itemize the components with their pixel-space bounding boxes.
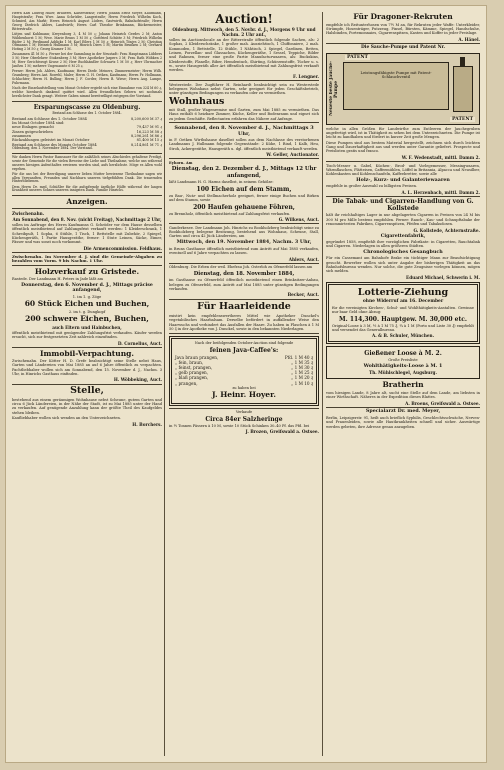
ledger-label: Im Monat October 1884 sind: [12,121,65,126]
divider [169,158,319,159]
price-item: „ blaß prangen, [175,375,209,381]
patent-label: PATENT [347,54,368,60]
holz-heading: Holzverkauf zu Gristede. [34,266,140,276]
ledger-label: Bestand am Schlusse des 1. October 1884 [12,116,87,121]
tisch-body: Tisch-Messer u. Gabel, Küchen-, Brod- und Vorlegemesser, Messingwaaren, Wärmflaschen, Plätteisen, Caffeemühlen, Löffel in Britannia, Alpacca und Neusilber, Kohlenkasten und Kohlenschaufeln, Kaffeebretter, sowie alle [326,163,480,177]
giessen-ad [326,346,480,379]
immo-body: Zwischenahn. Der Kötter H. D. Grefe beabsichtigt seine Stelle nebst Haus, Garten und Ländereien von Mai 1885 an auf 6 Jahre öffentlich zu verpachten. Pachtliebhaber wollen sich am Sonnabend, den 15. November d. J., Nachm. 3 Uhr, in Hinrichs Gasthaus einfinden. [12,359,162,376]
ofenerfeld-body: im Gasthause zu Ofenerfeld öffentlich meistbietend einen Brinksitzer-Anbau, belegen zu Ofenerfeld, zum Antritt auf Mai 1885 unter günstigen Bedingungen verkaufen. [169,278,319,291]
stelle-body: bestehend aus einem geräumigen Wohnhause nebst Scheune, gutem Garten und circa 6 Jück Ländereien, in der Nähe der Stadt, ist zu Mai 1885 unter der Hand zu verkaufen. Auf genügende Anzahlung kann der größte Theil des Kaufgeldes stehen bleiben. [12,397,162,415]
giessen-heading: Gießener Loose à M. 2. [364,350,442,358]
donor-list: Zusammen 41 M 50 ₰. Ferner bei der Sammlung in der Neustadt: Frau Hauptmann Lübbers 5 M; Herr Oberlehrer Stukenberg 3 M; Herr Apotheker Jaspers 3 M; Frau Rath Wöbken 2 M; Herr Gerichtsvogt Kruse 2 M; Herr Buchhändler Schwartz 1 M 50 ₰; Herr Uhrmacher Janßen 1 M; mehrere Ungenannte 6 M 25 ₰. [12,52,162,69]
hering-body: in ½ Tonnen Fässern à 10 M, sowie 10 Stück Schinken 30–40 Pf. das Pfd. bei [169,423,310,428]
immo-heading: Immobil-Verpachtung. [39,348,135,358]
tisch-heading: Holz-, Kurz- und Galanteriewaaren [356,176,450,183]
java-lead: Nach der beifolgenden October-Auction sind folgende [194,341,294,346]
dragoner-body: empfehle ich Reitunterhosen von 7½ M an, für Rekruten jeder Waffe: Unterkleider, Strümpfe, Hosenträger, Putzzeug, Pinsel, Bürsten, Kämme, Spiegel, Handschuhe, Halsbinden, Portemonnaies, Cigarrenspitzen, Kasten und Koffer in jeder Preislage. [326,22,480,36]
giessen-big: Wohlthätigkeits-Loose à M. 1 [363,362,443,369]
divider [169,333,319,334]
jauche-pumpe-illustration [326,53,480,125]
tisch-sign: A. L. Herzenbach, mittl. Damm 2. [401,189,480,195]
holz-item2-head: 2. im t. g. Dungkopf [68,309,106,314]
donor-list: Ferner: Herrn Joh. Ahlers, Kaufmann; Herrn Diedr. Meiners, Zimmermeister; Herrn Wilh. Gramberg; Herrn Ant. Rowehl, Maler; Herrn G. H. Oetken, Kaufmann; Herrn Fr. Hollmann, Schlachter; Herrn H. Bulling; Herrn J. F. Cordes; Herrn B. Wiese; Herrn Aug. Lampe, Fuhrmann. [12,69,162,85]
anzeigen-heading: Anzeigen. [66,197,108,207]
ofenerfeld-notice: Oldenburg. Die Erben der weil. Ehefrau Joh. Osterloh zu Ofenerfeld lassen am [169,265,313,270]
wohnhaus-body: mit Stall, großer Wagenremise und Garten, zum Mai 1885 zu vermiethen. Das Haus enthält 6 heizbare Zimmer, Küche, Keller und Bodenraum und eignet sich zu jedem Geschäfte. Reflectanten erfahren das Nähere auf Anfrage. [169,108,319,121]
bratherin-body: vom hiesigen Lande, 8 Jahre alt, sucht eine Stelle auf dem Lande, am liebsten in einer Wirthschaft. Näheres in der Expedition dieses Blattes. [326,390,480,400]
price-item: „ gelb prangen, [175,370,209,376]
eyhorn-item1: 100 Eichen auf dem Stamm, [196,185,292,193]
tisch-tail: empfehle in großer Auswahl zu billigsten Preisen. [326,184,418,189]
donor-list: Nach der Einzelaufstellung vom Monat October ergiebt sich eine Einnahme von 324 M 60 ₰, welche hierdurch dankend quittirt wird. Allen freundlichen Gebern sei nochmals herzlichster Dank gesagt. Weitere Gaben nimmt bereitwilligst entgegen der Vorstand. [12,86,162,98]
divider [12,252,162,253]
dragoner-sign: A. Hänel. [458,36,480,42]
price-value: „ 1 M 35 ₰ [291,359,313,365]
auction-body: sollen im Auctionslocale an der Ritterstraße öffentlich folgende Sachen, als: 2 Sophas, 2 Kleiderschränke, 1 großer mah. Ausziehtisch, 1 Chiffonniere, 2 mah. Kommoden, 1 Bettstelle, 12 Stühle, 1 Nähtisch, 2 Spiegel, Gardinen, Betten, Leinen, Porzellan- und Glassachen, Küchengeräthe, 1 Sessel, Teppiche, Bilder und Rahmen, ferner eine große Partie Manufacturwaaren, als: Buckskins, Kleiderstoffe, Flanelle, Biber, Hemdentuch, Shirting, Schürzenstoffe, Tücher u. s. w., sowie Hausgeräth aller Art öffentlich meistbietend mit Zahlungsfrist verkauft werden. [169,38,319,73]
price-item: Java braun prangen, [175,354,219,360]
price-value: „ 1 M 30 ₰ [291,365,313,370]
price-item: „ prangen, [175,380,198,386]
divider [169,122,319,123]
holz-place: Rastede. Der Landmann H. Peters in Jade läßt am [12,277,104,282]
lotterie-heading: Lotterie-Ziehung [357,286,449,298]
holz-item2: 200 schwere Eichen, Buchen, [25,314,149,324]
ledger-amount: 79,437 M 91 ₰ [136,125,162,130]
java-price-list [175,355,313,386]
divider [169,80,319,81]
divider [169,408,319,409]
cigarre-body: hält ihr reichhaltiges Lager in nur abgelagerten Cigarren in Preisen von 24 M bis 300 M pro Mille bestens empfohlen. Ferner: Rauch-, Kau- und Schnupftabake der renommirtesten Fabriken, Cigarrenspitzen, Pfeifen und Tabaksdosen. [326,213,480,227]
lotterie-ad [326,282,480,344]
sonnabend-sign: W. Geller, Auctionator. [266,152,319,158]
cigarette-heading: Cigarettenfabrik, [380,233,426,239]
stelle-sign: H. Borchers. [132,421,162,427]
auction-sign: F. Lengner. [292,73,319,79]
zwischenahn-body: sollen im Auftrage des Herrn Kaufmanns G. Schröder vor dem Hause desselben öffentlich meistbietend auf Zahlungsfrist verkauft werden: 1 Kleiderschrank, 1 Schreibpult, 1 Sopha, 6 Stühle, 1 Tisch, 1 Bettstelle mit Zubehör, 2 Spiegel, Küchengeräth, 1 Partie Hausgeräthe, ferner: 1 Stute Leinen, Säcke, Eimer, Fässer und was sonst noch vorkommt. [12,223,162,245]
java-caffee-ad [169,336,319,406]
sonnabend-body: in F. Oetken Wirthshause daselbst sollen aus dem Nachlasse des verstorbenen Landmanns J. Hullmann folgende Gegenstände: 2 Kühe, 1 Rind, 1 Kalb, Heu, Stroh, Ackergeräthe, Hausgeräth u. dgl. öffentlich meistbietend verkauft werden. [169,137,319,151]
pump-icon [453,66,473,112]
divider [12,153,162,154]
hering-lead: Verkaufe [235,410,253,415]
ledger-amount: 16,223 M 58 ₰ [136,129,162,134]
donor-list: Lütjen und Kuhlmann; Kreyenborg 3, 4 M 50 ₰; Johann Heinrich Gerdes 2 M; Anton Wübbenhorst 1 M; Wwe. Marie Bruns 1 M 50 ₰; Gottfried Schütte 3 M; Friedrich Wilhelm Rüder 2 M; Ferdinand Addicks 1 M; Karl Eilers 1 M 50 ₰; Heinrich Tönjes 2 M; Christian Oltmanns 1 M; Heinrich Hullmann 3 M; Hinrich Diers 1 M; Martin Brunken 2 M; Gerhard Hoting 2 M 50 ₰; Georg Kramer 1 M. [12,31,162,52]
ledger-label: Zinsen gutgeschrieben [12,129,53,134]
divider [326,43,480,44]
ledger-label: neue Einlagen gemacht [12,125,54,130]
sparkasse-note: Oldenburg, den 1. November 1884. Der Vorstand. [12,145,93,150]
divider [326,161,480,162]
divider [326,196,480,197]
ledger-amount: 8,296,261 M 86 ₰ [131,134,162,139]
auction-lead: Oldenburg. Mittwoch, den 5. Novbr. d. J., Morgens 9 Uhr und Nachm. 2 Uhr anf., [172,27,316,37]
sparkasse-subheading: Bestand am Schlusse des 1. October 1884. [52,110,122,115]
lotterie-sign: A. & B. Schuler, München. [371,333,435,339]
haar-body: existirt kein empfehlenswertheres Mittel wie Apotheker Dunckel's vegetabilisches Haarbalsam. Derselbe befördert in auffallender Weise den Haarwuchs und verhindert das Ausfallen der Haare. Zu haben in Flaschen à 1 M 50 ₰ in der Apotheke von J. Dunckel, sowie in den bekannten Niederlagen. [169,313,319,331]
dank-notice: Wir danken Herrn Pastor Ramsauer für die anläßlich seines Abschiedes gehaltene Predigt, sowie der Gemeinde für die vielen Beweise der Liebe und Theilnahme, welche uns während unseres hiesigen Aufenthaltes erwiesen worden sind, aufs herzlichste. Möge es Allen wohl ergehen. [12,154,162,171]
stelle-tail: Kaufliebhaber wollen sich wenden an den Unterzeichneten. [12,416,121,421]
patent-sign: W. F. Wedenstadt, mittl. Damm 2. [401,154,480,160]
holz-item2-tail: auch Eltern und Hainbuchen, [52,324,122,330]
giessen-sign: Th. Mühlschlegel, Augsburg. [369,370,437,376]
divider [12,101,162,102]
ledger-amount: 8,200,600 M 37 ₰ [131,116,162,121]
specialarzt-heading: Specialarzt Dr. med. Meyer, [365,408,441,415]
ofenerfeld-date: Dienstag, den 18. November 1884, [193,270,295,277]
eyhorn-place: Eyhorn. Am [169,160,193,165]
column-right [326,12,480,756]
cigarre-sign: G. Kollstede, Achternstraße. [413,227,480,233]
price-value: „ 1 M 20 ₰ [291,375,313,381]
ganderkesee-notice: Ganderkesee. Der Landmann Joh. Hinrichs zu Bookholzberg beabsichtigt seine zu Bookholzberg belegene Besitzung, bestehend aus Wohnhaus, Scheune, Stall, Garten und circa 42 Jück Ländereien, am [169,225,319,239]
ledger-label: Bestand am Schlusse des Monats October 1884 [12,142,97,147]
lotterie-body: für die vereinigten Kirchen-, Schul- und Wohlthätigkeits-Anstalten. Gewinne nur baar Geld ohne Abzug: [332,305,474,315]
zwischenahn-date: Am Sonnabend, den 8. Nov. (nicht Freitag), Nachmittags 2 Uhr, [12,216,162,222]
lotterie-sub: ohne Widerruf am 16. December [362,299,444,305]
eyhorn-date: Dienstag, den 2. Dezember d. J., Mittags 12 Uhr anfangend, [171,166,317,179]
auction-heading: Auction! [215,12,273,26]
holz-date: Donnerstag, den 6. November d. J., Mittags präcise anfangend, [21,282,153,294]
lotterie-tail: Original-Loose à 3 M, ½ à 1 M 75 ₰, ¼ à 1 M (Porto und Liste 30 ₰) empfiehlt und versendet das Generalbureau. [332,323,474,332]
ganderkesee-date: Mittwoch, den 19. November 1884, Nachm. 3 Uhr, [176,238,312,245]
column-rule [164,12,165,756]
java-seller: J. Heinr. Hoyer. [212,390,276,400]
cigarette-big: Chronologisches Gesangbuch [363,248,443,255]
patent-body2: Diese Pumpen sind aus bestem Material hergestellt, zeichnen sich durch leichten Gang und Dauerhaftigkeit aus und werden unter Garantie geliefert. Prospecte und Preislisten gratis und franco. [326,140,480,154]
specialarzt-body: Berlin, Leipzigerstr. 91, heilt auch brieflich Syphilis, Geschlechtsschwäche, Nerven- und Frauenleiden, sowie alle Hautkrankheiten schnell und sicher. Auswärtige werden gebeten, ihre Adresse genau anzugeben. [326,416,480,429]
donor-list: Herrn Karl Ludwig Hiller, Brauerei, Kaiserstraße; Herrn Johann Ernst Meyer, Kaufmann, Hauptstraße; Frau Wwe. Anna Schröder, Langestraße; Herrn Friedrich Wilhelm Koch, Schmied, Am Markt; Herrn Heinrich August Lüders, Gastwirth, Bahnhofstraße; Herrn Georg Diedrich Ahlers, Landwirth; Herrn Carl Theodor Brinkmann, Bäckermeister, Ritterstraße. [12,12,162,31]
eyhorn-tail: zu Brennholz, öffentlich meistbietend auf Zahlungsfrist verkaufen. [169,211,291,216]
ledger-label: zusammen [12,134,31,139]
immo-sign: H. Wöbbeking, Auct. [113,377,162,383]
java-heading: feinen Java-Caffee's: [209,346,279,354]
giessen-sub: Große Preisliste [388,358,418,363]
wasser-sign: Eduard Michael, Schwerin i. M. [406,274,480,280]
patent-label: PATENT [452,116,473,122]
ledger-amount: 81,400 M 15 ₰ [136,138,162,143]
pump-caption: Leistungsfähigste Pumpe mit Patent-Schlauchventil [360,69,432,80]
cigarre-heading: Die Tabak- und Cigarren-Handlung von G. Kollstede [332,198,474,213]
java-note: zu haben bei [232,385,256,390]
wasser-body: Für ein Cassemant am Bahnhofe Brake ein tüchtiger Mann zur Beaufsichtigung gesucht. Bewerber wollen sich unter Angabe der bisherigen Thätigkeit an das Bahnhofsbureau wenden. Nur solche, die gute Zeugnisse vorlegen können, mögen sich melden. [326,256,480,274]
ofenerfeld-sign: Becker, Auct. [287,292,319,298]
divider [12,195,162,196]
eyhorn-item2: 200 Haufen gehauene Föhren, [193,203,295,211]
zwischenahn-place: Zwischenahn. [12,210,45,216]
divider [169,263,319,264]
wohnhaus-heading: Wohnhaus [169,95,225,107]
price-value: „ 1 M 25 ₰ [291,370,313,376]
patent-body: welche in allen Größen für Landwirthe zum Entleeren der Jauchegruben angefertigt wird, ist in Thätigkeit zu sehen bei dem Unterzeichneten. Die Pumpe ist leicht zu handhaben und fördert in kurzer Zeit große Mengen. [326,126,480,140]
dank-notice: Dem Herrn Dr. med. Schüßler für die aufopfernde ärztliche Hülfe während der langen Krankheit unseres Sohnes unseren innigsten Dank. Familie Hinrichs. [12,184,162,193]
price-item: „ fein, braun, [175,359,204,365]
column-rule [322,12,323,756]
eyhorn-mid: zu Bau-, Nutz- und Stellmacherholz geeignet, ferner einige Buchen und Birken auf dem Stamm, sowie [169,193,319,203]
divider [12,208,162,209]
ledger-label: Rückzahlungen geleistet im Monat October [12,138,90,143]
holz-item1: 60 Stück Eichen und Buchen, [24,299,150,309]
sparkasse-heading: Ersparungscasse zu Oldenburg. [33,103,141,111]
holz-body: öffentlich meistbietend mit genügender Zahlungsfrist verkaufen. Käufer werden ersucht, sich zur festgesetzten Zeit zahlreich einzufinden. [12,331,162,340]
lotterie-prize: M. 114,300. Hauptgew. M. 30,000 etc. [339,315,467,323]
column-left [12,12,162,756]
ledger-amount: 8,214,861 M 71 ₰ [131,142,162,147]
gemeinde-notice: Zwischenahn. Im November d. J. sind die Gemeinde-Abgaben zu bezahlen vom Vorm. 9 bis Nachm. 1 Uhr. [12,253,162,264]
eyhorn-body: läßt Landmann H. G. Harms daselbst, in seinem Gehölze: [169,180,274,185]
haar-heading: Für Haarleidende [197,301,291,313]
bratherin-sign: A. Broens, Greifswald a. Ostsee. [405,400,480,406]
divider [169,299,319,300]
ganderkesee-body: in Bruns Gasthause öffentlich meistbietend zum Antritt auf Mai 1885 verkaufen, eventuell auf 6 Jahre verpachten zu lassen. [169,246,319,256]
patent-title: Die Sauche-Pumpe und Patent Nr. [360,45,446,51]
divider [169,223,319,224]
westerstede-notice: Westerstede. Der Zugführer H. Reinhardt beabsichtigt sein zu Westerstede belegenes Wohnhaus nebst Garten, sehr geeignet für jeden Geschäftsbetrieb, unter günstigen Bedingungen zu verkaufen oder zu vermiethen. [169,82,319,96]
eyhorn-sign: G. Wilkens, Auct. [278,217,319,223]
newspaper-page [6,6,486,762]
price-value: Pfd. 1 M 40 ₰ [284,354,313,360]
hering-heading: Circa 84er Salzheringe [205,415,283,423]
ganderkesee-sign: Ahlers, Auct. [288,256,319,262]
holz-item1-head: 1. im 1. g. Zöge [72,294,102,299]
price-item: „ feinst, prangen, [175,365,213,370]
patent-vertical-text: Neueste beste Jauche-Pumpe [329,61,339,117]
sparkasse-ledger [12,117,162,147]
column-middle [169,12,319,756]
zwischenahn-sign: Die Armencommission. Feldhaus. [83,245,162,251]
sonnabend-date: Sonnabend, den 8. November d. J., Nachmittags 3 Uhr, [174,124,314,137]
dragoner-heading: Für Dragoner-Rekruten [353,12,453,21]
stelle-heading: Stelle, [70,385,104,397]
price-value: „ 1 M 10 ₰ [291,380,313,386]
hering-sign: J. Brozen, Greifswald a. Ostsee. [245,429,319,435]
dank-notice: Für die uns bei der Beerdigung unserer lieben Mutter bewiesene Theilnahme sagen wir allen Verwandten, Freunden und Nachbarn unseren tiefgefühlten Dank. Die trauernden Hinterbliebenen. [12,171,162,184]
bratherin-heading: Bratherin [382,380,424,390]
cigarette-body: gegründet 1858, empfiehlt ihre vorzüglichen Fabrikate: in Cigaretten, Rauchtabak und Cigarren. Niederlagen in allen größeren Städten. [326,240,480,249]
holz-sign: D. Cornelius, Auct. [117,340,162,346]
pump-drawing [343,62,449,110]
